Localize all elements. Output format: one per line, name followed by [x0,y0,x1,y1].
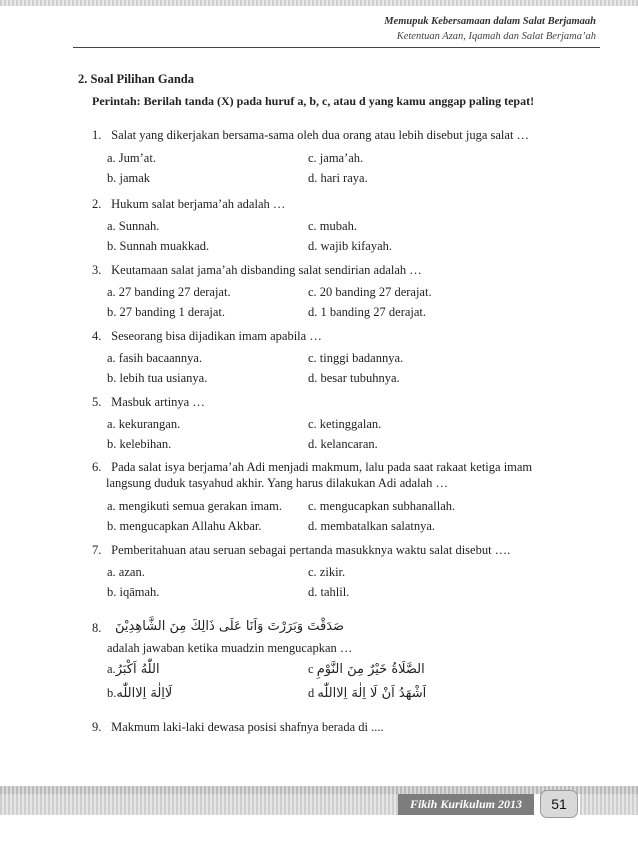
option-6d: d. membatalkan salatnya. [308,519,436,533]
question-2: 2. Hukum salat berjama’ah adalah … [92,197,286,211]
option-2d: d. wajib kifayah. [308,239,393,253]
option-3d: d. 1 banding 27 derajat. [308,305,427,319]
option-8c: c الصَّلَاةُ خَيْرٌ مِنَ النَّوْمِ [308,662,425,677]
option-8d: d اَشْهَدُ اَنْ لَا اِلٰهَ اِلااللّٰه [308,686,427,701]
footer-strip [0,794,398,815]
question-3: 3. Keutamaan salat jama’ah disbanding salat sendirian adalah … [92,263,422,277]
header-divider [73,47,600,48]
option-2c: c. mubah. [308,219,357,233]
question-8-arabic-verse: صَدَقْتَ وَبَرَرْتَ وَاَنَا عَلَى ذَالِكَ مِنَ الشَّاهِدِيْنَ [115,619,345,634]
option-8b: b.لَااِلٰهَ اِلااللّٰه [107,686,173,701]
option-2a: a. Sunnah. [107,219,160,233]
option-1c: c. jama’ah. [308,151,364,165]
option-3a: a. 27 banding 27 derajat. [107,285,231,299]
option-5a: a. kekurangan. [107,417,181,431]
section-title: 2. Soal Pilihan Ganda [78,72,195,86]
question-4: 4. Seseorang bisa dijadikan imam apabila … [92,329,322,343]
question-8-text: adalah jawaban ketika muadzin mengucapkan … [107,641,353,655]
question-5: 5. Masbuk artinya … [92,395,205,409]
option-4c: c. tinggi badannya. [308,351,404,365]
option-4d: d. besar tubuhnya. [308,371,400,385]
question-9: 9. Makmum laki-laki dewasa posisi shafnya berada di .... [92,720,384,734]
question-6: 6. Pada salat isya berjama’ah Adi menjadi makmum, lalu pada saat rakaat ketiga imam langsung duduk tasyahud akhir. Yang harus dilakukan Adi adalah … [92,460,533,490]
option-6a: a. mengikuti semua gerakan imam. [107,499,282,513]
option-2b: b. Sunnah muakkad. [107,239,210,253]
option-1a: a. Jum’at. [107,151,156,165]
page-number: 51 [540,790,578,818]
top-border [0,0,638,6]
header-subtitle: Ketentuan Azan, Iqamah dan Salat Berjama’ah [396,31,596,42]
option-1b: b. jamak [107,171,151,185]
option-4b: b. lebih tua usianya. [107,371,208,385]
instruction: Perintah: Berilah tanda (X) pada huruf a, b, c, atau d yang kamu anggap paling tepat! [92,94,535,108]
option-5d: d. kelancaran. [308,437,378,451]
option-6c: c. mengucapkan subhanallah. [308,499,456,513]
question-1: 1. Salat yang dikerjakan bersama-sama oleh dua orang atau lebih disebut juga salat … [92,128,530,142]
question-7: 7. Pemberitahuan atau seruan sebagai pertanda masukknya waktu salat disebut …. [92,543,511,557]
option-5b: b. kelebihan. [107,437,172,451]
option-4a: a. fasih bacaannya. [107,351,203,365]
option-7d: d. tahlil. [308,585,350,599]
option-7b: b. iqāmah. [107,585,160,599]
footer-strip-right [580,794,638,815]
option-1d: d. hari raya. [308,171,368,185]
option-6b: b. mengucapkan Allahu Akbar. [107,519,262,533]
option-3c: c. 20 banding 27 derajat. [308,285,432,299]
option-3b: b. 27 banding 1 derajat. [107,305,226,319]
option-7c: c. zikir. [308,565,346,579]
footer-book-title: Fikih Kurikulum 2013 [398,794,534,815]
option-5c: c. ketinggalan. [308,417,382,431]
question-8-number: 8. [92,621,102,635]
option-7a: a. azan. [107,565,145,579]
header-title: Memupuk Kebersamaan dalam Salat Berjamaah [384,16,596,27]
option-8a: a.اللّٰهُ اَكْبَرُ [107,662,160,677]
